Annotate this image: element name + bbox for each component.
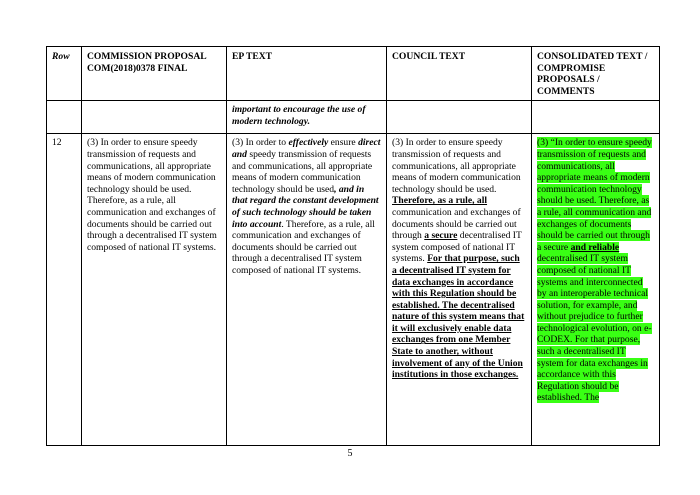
ep-text-5: speedy transmission of requests and communications, all appropriate means of modern communication technology should be used [232,148,373,195]
council-text-3: communication and exchanges of documents should be carried out through [392,206,521,242]
header-row [47,47,660,101]
ep-text-3: ensure [328,137,359,149]
council-text-1: (3) In order to ensure speedy transmission of requests and communications, all appropriate means of modern communication technology should be used. [392,137,521,195]
consolidated-text-1: (3) “In order to ensure speedy transmission of requests and communications, all appropriate means of modern communication technology should be used. Therefore, as a rule, all communication and exchanges of documents should be carried out through a secure [537,137,652,253]
cont-ep-cell [227,101,387,134]
ep-text-1: (3) In order to [232,137,289,149]
header-row-label: Row [47,47,82,101]
comparison-table [46,46,660,446]
table-row-12 [47,134,660,446]
council-text-2: Therefore, as a rule, all [392,195,488,207]
cont-council-cell [387,101,532,134]
header-ep: EP TEXT [227,47,387,101]
header-commission: COMMISSION PROPOSAL COM(2018)0378 FINAL [82,47,227,101]
council-text-cell [387,134,532,446]
consolidated-text-cell [532,134,660,446]
cont-row-number [47,101,82,134]
ep-text-7: . Therefore, as a rule, all communication and exchanges of documents should be carried out through a decentralised IT system composed of national IT systems. [232,218,375,276]
cont-consolidated-cell [532,101,660,134]
council-text-4: a secure [424,230,458,242]
cont-commission-cell [82,101,227,134]
council-text-6: For that purpose, such a decentralised IT system for data exchanges in accordance with this Regulation should be established. The decentralised nature of this system means that it will exclusively enable data exchanges from one Member State to another, without involvement of any of the Union institutions in those exchanges. [392,253,525,381]
continued-row [47,101,660,134]
row-number: 12 [47,134,82,446]
ep-text-4: direct and [232,137,381,160]
commission-text-cell [82,134,227,446]
council-text-5: decentralised IT system composed of national IT systems. [392,230,522,265]
ep-text-6: , and in that regard the constant development of such technology should be taken into account [232,183,379,230]
header-council: COUNCIL TEXT [387,47,532,101]
cont-ep-text: important to encourage the use of modern technology. [232,104,366,127]
ep-text-2: effectively [288,137,329,149]
consolidated-text-2: and reliable [570,241,620,253]
commission-text: (3) In order to ensure speedy transmission of requests and communications, all appropriate means of modern communication technology should be used. Therefore, as a rule, all communication and exchanges of documents should be carried out through a decentralised IT system composed of national IT systems. [87,137,217,253]
header-consolidated: CONSOLIDATED TEXT / COMPROMISE PROPOSALS / COMMENTS [532,47,660,101]
ep-text-cell [227,134,387,446]
consolidated-text-3: decentralised IT system composed of national IT systems and interconnected by an interoperable technical solution, for example, and without prejudice to further technological evolution, on e-CODEX. For that purpose, such a decentralised IT system for data exchanges in accordance with this Regulation should be established. The [537,253,652,404]
page-number: 5 [347,448,353,459]
